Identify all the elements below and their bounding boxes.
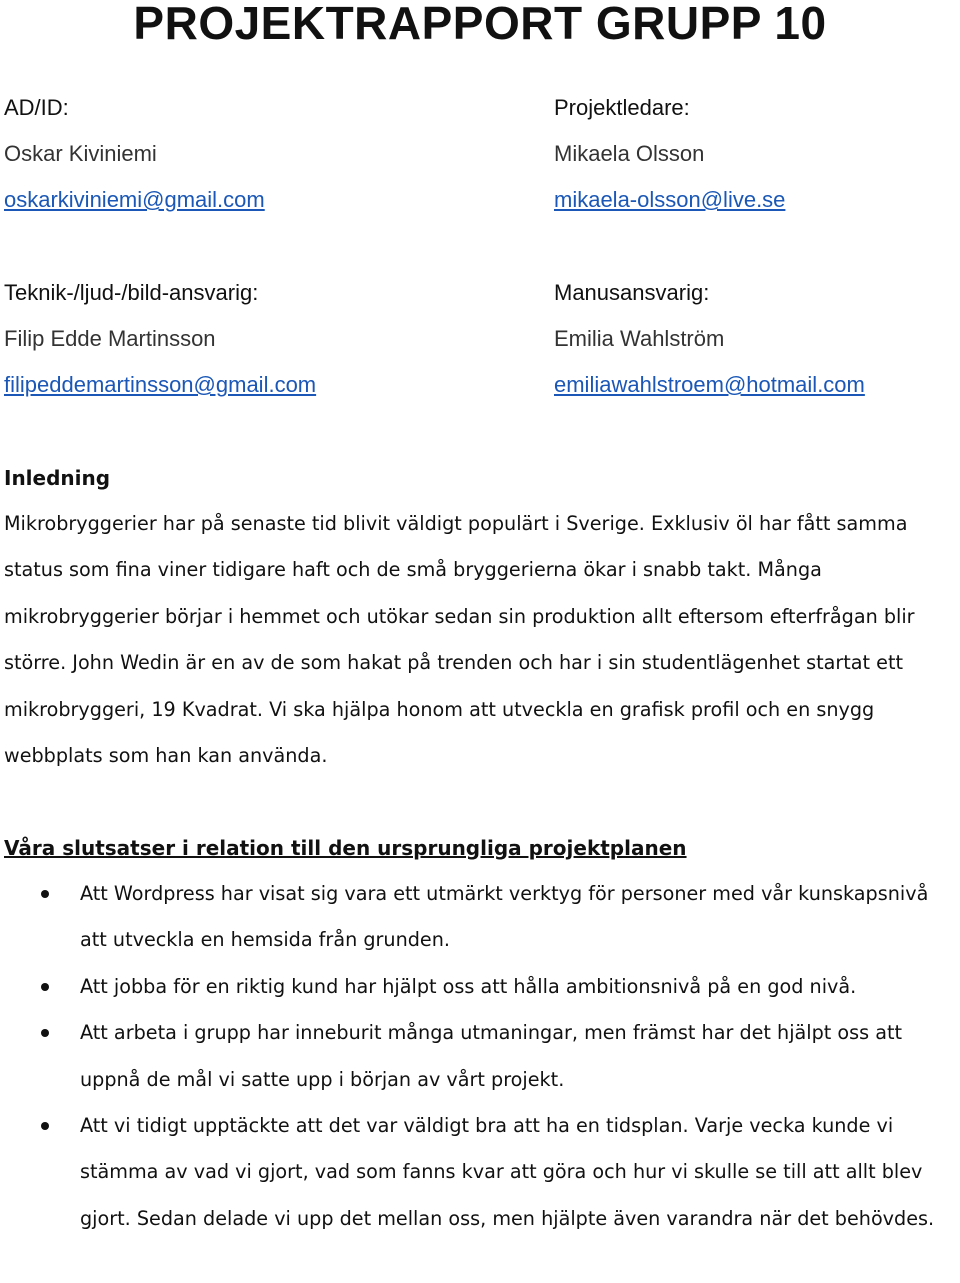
role-label: AD/ID: bbox=[4, 95, 69, 120]
bullet-icon bbox=[41, 1122, 49, 1130]
team-member-script bbox=[554, 270, 865, 408]
conclusions-section bbox=[4, 825, 960, 1242]
member-name: Emilia Wahlström bbox=[554, 326, 725, 351]
team-member-tech bbox=[4, 270, 316, 408]
email-link[interactable]: filipeddemartinsson@gmail.com bbox=[4, 372, 317, 397]
role-label: Teknik-/ljud-/bild-ansvarig: bbox=[4, 280, 259, 305]
member-name: Mikaela Olsson bbox=[554, 141, 705, 166]
list-item: Att arbeta i grupp har inneburit många utmaningar, men främst har det hjälpt oss att uppnå de mål vi satte upp i början av vårt projekt. bbox=[4, 1010, 952, 1103]
list-item: Att vi tidigt upptäckte att det var väldigt bra att ha en tidsplan. Varje vecka kunde vi stämma av vad vi gjort, vad som fanns kvar att göra och hur vi skulle se till att allt blev gjort. Sedan delade vi upp det mellan oss, men hjälpte även varandra när det behövdes. bbox=[4, 1103, 952, 1242]
bullet-icon bbox=[41, 983, 49, 991]
list-item: Att jobba för en riktig kund har hjälpt oss att hålla ambitionsnivå på en god nivå. bbox=[4, 964, 952, 1010]
email-link[interactable]: emiliawahlstroem@hotmail.com bbox=[554, 372, 865, 397]
intro-heading: Inledning bbox=[4, 466, 111, 490]
list-item: Att Wordpress har visat sig vara ett utmärkt verktyg för personer med vår kunskapsnivå att utveckla en hemsida från grunden. bbox=[4, 871, 952, 964]
team-member-project-lead bbox=[554, 85, 785, 223]
document-title: PROJEKTRAPPORT GRUPP 10 bbox=[133, 0, 827, 49]
bullet-icon bbox=[41, 1029, 49, 1037]
intro-paragraph: Mikrobryggerier har på senaste tid blivit väldigt populärt i Sverige. Exklusiv öl har fått samma status som fina viner tidigare haft och de små bryggerierna ökar i snabb takt. Många mikrobryggerier börjar i hemmet och utökar sedan sin produktion allt eftersom efterfrågan blir större. John Wedin är en av de som hakat på trenden och har i sin studentlägenhet startat ett mikrobryggeri, 19 Kvadrat. Vi ska hjälpa honom att utveckla en grafisk profil och en snygg webbplats som han kan använda. bbox=[4, 512, 915, 768]
email-link[interactable]: mikaela-olsson@live.se bbox=[554, 187, 786, 212]
bullet-icon bbox=[41, 890, 49, 898]
email-link[interactable]: oskarkiviniemi@gmail.com bbox=[4, 187, 265, 212]
intro-section bbox=[4, 455, 960, 779]
member-name: Filip Edde Martinsson bbox=[4, 326, 216, 351]
conclusions-heading: Våra slutsatser i relation till den ursprungliga projektplanen bbox=[4, 836, 687, 860]
role-label: Projektledare: bbox=[554, 95, 690, 120]
conclusions-list bbox=[4, 871, 960, 1242]
role-label: Manusansvarig: bbox=[554, 280, 710, 305]
team-member-ad-id bbox=[4, 85, 265, 223]
member-name: Oskar Kiviniemi bbox=[4, 141, 157, 166]
